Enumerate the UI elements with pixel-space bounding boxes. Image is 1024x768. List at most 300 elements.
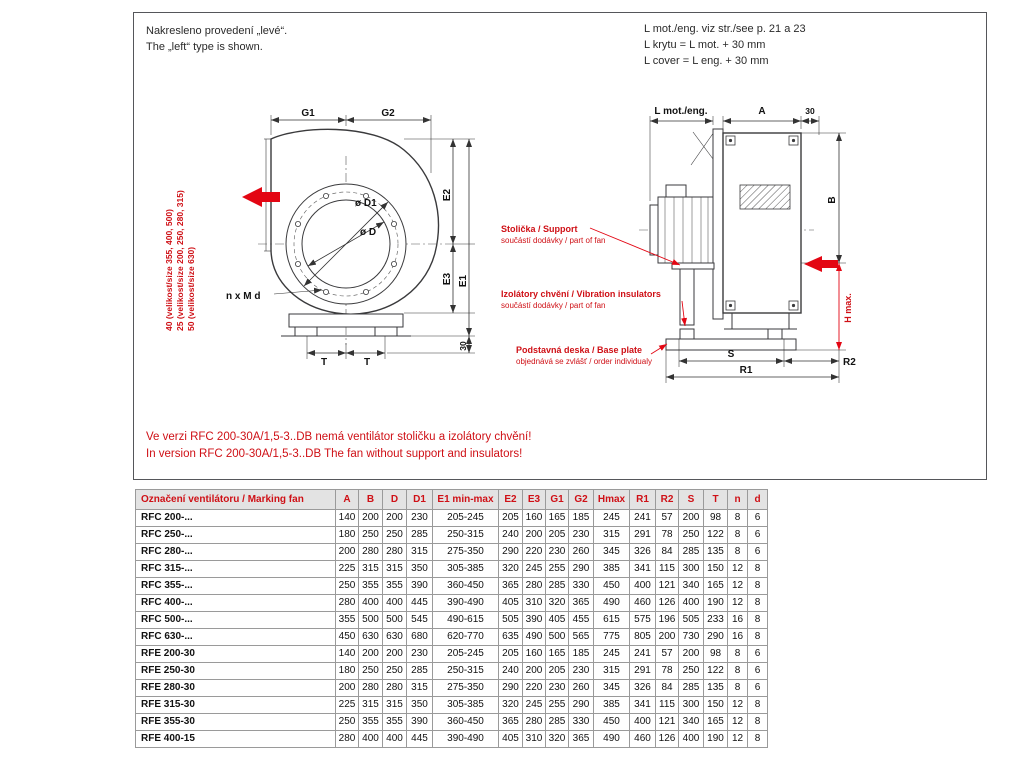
dimension-value-cell: 245 [594, 646, 630, 663]
dimension-value-cell: 620-770 [433, 629, 499, 646]
dimension-value-cell: 6 [748, 527, 768, 544]
dimension-value-cell: 115 [656, 697, 679, 714]
dimension-value-cell: 355 [336, 612, 359, 629]
table-header-cell: n [728, 490, 748, 510]
dimension-value-cell: 8 [748, 731, 768, 748]
type-note [146, 23, 287, 55]
dimension-value-cell: 230 [546, 544, 569, 561]
dimension-value-cell: 450 [594, 578, 630, 595]
dim-label-a: A [758, 106, 766, 117]
dimension-value-cell: 290 [569, 697, 594, 714]
dimension-value-cell: 341 [630, 697, 656, 714]
dimension-value-cell: 390 [523, 612, 546, 629]
dimension-value-cell: 165 [704, 578, 728, 595]
dimension-value-cell: 8 [748, 629, 768, 646]
dimension-value-cell: 200 [336, 680, 359, 697]
fan-marking-cell: RFC 280-... [136, 544, 336, 561]
dimension-value-cell: 345 [594, 544, 630, 561]
table-row [136, 595, 768, 612]
dimension-value-cell: 630 [359, 629, 383, 646]
dimension-value-cell: 230 [569, 663, 594, 680]
dimension-value-cell: 400 [359, 731, 383, 748]
dimension-value-cell: 285 [679, 544, 704, 561]
dimension-value-cell: 205-245 [433, 646, 499, 663]
fan-marking-cell: RFE 315-30 [136, 697, 336, 714]
table-row [136, 663, 768, 680]
dimension-value-cell: 500 [359, 612, 383, 629]
dimension-value-cell: 405 [499, 595, 523, 612]
table-header-cell: D1 [407, 490, 433, 510]
dimension-value-cell: 350 [407, 697, 433, 714]
dimension-value-cell: 8 [728, 663, 748, 680]
dimension-value-cell: 122 [704, 527, 728, 544]
dimension-value-cell: 330 [569, 578, 594, 595]
table-row [136, 697, 768, 714]
motor-mount-block [740, 185, 790, 209]
table-header-cell: D [383, 490, 407, 510]
dimension-value-cell: 630 [383, 629, 407, 646]
dimension-value-cell: 160 [523, 646, 546, 663]
dimension-value-cell: 250 [359, 527, 383, 544]
dimension-value-cell: 200 [359, 510, 383, 527]
dimension-value-cell: 315 [359, 561, 383, 578]
dimension-value-cell: 775 [594, 629, 630, 646]
dimension-value-cell: 205 [546, 663, 569, 680]
dimension-value-cell: 490 [523, 629, 546, 646]
dimension-value-cell: 250 [383, 527, 407, 544]
dim-label-r1: R1 [739, 365, 753, 376]
inlet-flange-plate [713, 129, 723, 319]
dim-label-30-side: 30 [805, 106, 815, 116]
dimension-value-cell: 290 [704, 629, 728, 646]
dim-label-g2: G2 [381, 108, 395, 119]
dimension-value-cell: 12 [728, 697, 748, 714]
dimension-value-cell: 285 [546, 578, 569, 595]
dimension-value-cell: 126 [656, 731, 679, 748]
dim-label-s: S [727, 349, 735, 360]
dimension-value-cell: 57 [656, 510, 679, 527]
dimension-value-cell: 300 [679, 561, 704, 578]
dimension-value-cell: 320 [546, 731, 569, 748]
dimension-value-cell: 280 [359, 544, 383, 561]
dimension-value-cell: 390 [407, 578, 433, 595]
dimension-value-cell: 230 [407, 646, 433, 663]
dimension-value-cell: 400 [383, 595, 407, 612]
dimension-value-cell: 78 [656, 663, 679, 680]
dimension-value-cell: 12 [728, 731, 748, 748]
callout-baseplate-title: Podstavná deska / Base plate [516, 345, 643, 355]
dimension-value-cell: 290 [499, 680, 523, 697]
dimension-value-cell: 16 [728, 612, 748, 629]
dimension-value-cell: 180 [336, 663, 359, 680]
dimension-value-cell: 291 [630, 663, 656, 680]
table-header-cell: R1 [630, 490, 656, 510]
dimension-value-cell: 340 [679, 714, 704, 731]
dimension-value-cell: 280 [523, 714, 546, 731]
right-foot [375, 327, 397, 336]
dimension-value-cell: 315 [407, 680, 433, 697]
callout-support-note: součástí dodávky / part of fan [501, 236, 606, 245]
dimension-value-cell: 400 [630, 714, 656, 731]
table-header-cell: G2 [569, 490, 594, 510]
dimension-value-cell: 341 [630, 561, 656, 578]
dimension-value-cell: 300 [679, 697, 704, 714]
dimension-value-cell: 98 [704, 646, 728, 663]
dimension-value-cell: 98 [704, 510, 728, 527]
dimension-value-cell: 390 [407, 714, 433, 731]
dim-label-e3: E3 [442, 272, 453, 286]
table-row [136, 629, 768, 646]
dimension-value-cell: 16 [728, 629, 748, 646]
callout-baseplate-note: objednává se zvlášť / order individualy [516, 357, 652, 366]
dimension-value-cell: 200 [383, 510, 407, 527]
dim-label-e1: E1 [458, 274, 469, 288]
dimension-value-cell: 390-490 [433, 731, 499, 748]
dimension-value-cell: 345 [594, 680, 630, 697]
dimension-value-cell: 205 [546, 527, 569, 544]
dimension-value-cell: 126 [656, 595, 679, 612]
dimension-value-cell: 200 [523, 527, 546, 544]
dimension-value-cell: 250 [383, 663, 407, 680]
dimension-value-cell: 565 [569, 629, 594, 646]
dimension-value-cell: 320 [546, 595, 569, 612]
dimension-value-cell: 280 [336, 731, 359, 748]
dimension-value-cell: 220 [523, 544, 546, 561]
dimension-value-cell: 365 [569, 731, 594, 748]
dimension-value-cell: 200 [383, 646, 407, 663]
vibration-insulator-right [768, 329, 782, 339]
fan-side-view [501, 106, 856, 383]
table-row [136, 714, 768, 731]
table-header-cell: Označení ventilátoru / Marking fan [136, 490, 336, 510]
dimension-value-cell: 315 [383, 697, 407, 714]
fan-marking-cell: RFE 280-30 [136, 680, 336, 697]
dimension-value-cell: 315 [383, 561, 407, 578]
dimension-value-cell: 350 [407, 561, 433, 578]
base-channel [289, 314, 403, 327]
callout-support-title: Stolička / Support [501, 224, 578, 234]
dimension-value-cell: 500 [383, 612, 407, 629]
dimension-value-cell: 135 [704, 544, 728, 561]
table-header-cell: E3 [523, 490, 546, 510]
dimension-value-cell: 285 [679, 680, 704, 697]
fan-front-view [164, 108, 475, 368]
dimension-value-cell: 196 [656, 612, 679, 629]
size-note-50: 50 (velikost/size 630) [186, 246, 196, 331]
table-header-cell: A [336, 490, 359, 510]
dimension-value-cell: 140 [336, 646, 359, 663]
fan-marking-cell: RFC 200-... [136, 510, 336, 527]
table-header-cell: B [359, 490, 383, 510]
version-warning-en: In version RFC 200-30A/1,5-3..DB The fan without support and insulators! [146, 448, 523, 460]
dimension-value-cell: 315 [594, 527, 630, 544]
fan-marking-cell: RFE 250-30 [136, 663, 336, 680]
dimension-value-cell: 250 [336, 578, 359, 595]
dimension-value-cell: 365 [569, 595, 594, 612]
dimension-value-cell: 8 [748, 578, 768, 595]
dimension-value-cell: 355 [359, 578, 383, 595]
table-row [136, 646, 768, 663]
dimension-value-cell: 6 [748, 680, 768, 697]
dimension-value-cell: 490-615 [433, 612, 499, 629]
length-note-cover-cs: L krytu = L mot. + 30 mm [644, 39, 766, 51]
dimension-value-cell: 635 [499, 629, 523, 646]
dim-label-t-left: T [320, 357, 328, 368]
fan-marking-cell: RFE 400-15 [136, 731, 336, 748]
dimension-value-cell: 305-385 [433, 561, 499, 578]
dimension-value-cell: 315 [407, 544, 433, 561]
dim-label-hmax: H max. [843, 293, 853, 323]
dimension-value-cell: 165 [704, 714, 728, 731]
dimension-value-cell: 230 [546, 680, 569, 697]
dim-label-bolt-pattern: n x M d [226, 291, 261, 302]
dimension-value-cell: 180 [336, 527, 359, 544]
dimension-value-cell: 290 [569, 561, 594, 578]
dimension-value-cell: 122 [704, 663, 728, 680]
dimension-value-cell: 121 [656, 578, 679, 595]
dim-label-b: B [827, 196, 838, 204]
size-note-40: 40 (velikost/size 355, 400, 500) [164, 209, 174, 331]
table-row [136, 527, 768, 544]
dimension-value-cell: 250 [336, 714, 359, 731]
dimension-value-cell: 84 [656, 680, 679, 697]
dimensions-table [135, 489, 768, 748]
dimension-value-cell: 160 [523, 510, 546, 527]
table-header-cell: E1 min-max [433, 490, 499, 510]
dimension-value-cell: 680 [407, 629, 433, 646]
dimension-value-cell: 165 [546, 510, 569, 527]
dimension-value-cell: 225 [336, 561, 359, 578]
dimension-value-cell: 8 [748, 697, 768, 714]
outlet-arrow-side-icon [804, 256, 838, 272]
dimension-value-cell: 310 [523, 731, 546, 748]
table-row [136, 612, 768, 629]
dimension-value-cell: 200 [656, 629, 679, 646]
dimension-value-cell: 250-315 [433, 663, 499, 680]
dimension-value-cell: 8 [728, 680, 748, 697]
dimension-value-cell: 315 [359, 697, 383, 714]
dimension-value-cell: 230 [407, 510, 433, 527]
dimension-value-cell: 280 [336, 595, 359, 612]
length-note [644, 21, 806, 69]
dimension-value-cell: 200 [679, 510, 704, 527]
dimension-value-cell: 140 [336, 510, 359, 527]
dimension-value-cell: 200 [336, 544, 359, 561]
dimension-value-cell: 12 [728, 578, 748, 595]
table-row [136, 561, 768, 578]
dimension-value-cell: 280 [523, 578, 546, 595]
dimension-value-cell: 220 [523, 680, 546, 697]
size-note-25: 25 (velikost/size 200, 250, 280, 315) [175, 190, 185, 331]
dimension-value-cell: 305-385 [433, 697, 499, 714]
fan-marking-cell: RFC 250-... [136, 527, 336, 544]
dimension-value-cell: 326 [630, 680, 656, 697]
dimension-value-cell: 275-350 [433, 544, 499, 561]
dimension-value-cell: 340 [679, 578, 704, 595]
dimension-value-cell: 84 [656, 544, 679, 561]
dimension-value-cell: 545 [407, 612, 433, 629]
dimension-value-cell: 150 [704, 561, 728, 578]
dim-label-d1: ø D1 [355, 198, 377, 209]
dimension-value-cell: 360-450 [433, 714, 499, 731]
callout-insulators-note: součástí dodávky / part of fan [501, 301, 606, 310]
dimension-value-cell: 233 [704, 612, 728, 629]
dimension-value-cell: 12 [728, 561, 748, 578]
dimension-value-cell: 445 [407, 731, 433, 748]
dimension-value-cell: 320 [499, 561, 523, 578]
dimension-value-cell: 355 [383, 714, 407, 731]
dimension-value-cell: 280 [383, 680, 407, 697]
dim-label-e2: E2 [442, 188, 453, 202]
dimension-value-cell: 450 [594, 714, 630, 731]
table-row [136, 680, 768, 697]
dimension-value-cell: 255 [546, 561, 569, 578]
dimension-value-cell: 360-450 [433, 578, 499, 595]
dimension-value-cell: 260 [569, 680, 594, 697]
dimension-value-cell: 115 [656, 561, 679, 578]
table-header-cell: d [748, 490, 768, 510]
length-note-ref: L mot./eng. viz str./see p. 21 a 23 [644, 23, 806, 35]
dimension-value-cell: 385 [594, 561, 630, 578]
dimension-value-cell: 8 [748, 595, 768, 612]
table-header-cell: R2 [656, 490, 679, 510]
dimension-value-cell: 250-315 [433, 527, 499, 544]
dim-label-t-right: T [363, 357, 371, 368]
dimension-value-cell: 8 [748, 561, 768, 578]
dimension-value-cell: 135 [704, 680, 728, 697]
type-note-cs: Nakresleno provedení „levé“. [146, 25, 288, 37]
dimension-value-cell: 8 [728, 527, 748, 544]
dimension-value-cell: 200 [523, 663, 546, 680]
dim-label-d: ø D [360, 227, 377, 238]
dimension-value-cell: 280 [359, 680, 383, 697]
dimension-value-cell: 165 [546, 646, 569, 663]
dimension-value-cell: 805 [630, 629, 656, 646]
dimension-value-cell: 455 [569, 612, 594, 629]
table-header-cell: S [679, 490, 704, 510]
fan-marking-cell: RFC 400-... [136, 595, 336, 612]
dimension-value-cell: 730 [679, 629, 704, 646]
version-warning [146, 429, 531, 463]
length-note-cover-en: L cover = L eng. + 30 mm [644, 55, 769, 67]
dimension-value-cell: 241 [630, 646, 656, 663]
callout-insulators-title: Izolátory chvění / Vibration insulators [501, 289, 661, 299]
dimension-value-cell: 400 [359, 595, 383, 612]
dimension-value-cell: 400 [383, 731, 407, 748]
dimension-value-cell: 185 [569, 510, 594, 527]
dimension-value-cell: 150 [704, 697, 728, 714]
dimension-value-cell: 400 [679, 731, 704, 748]
table-header-cell: T [704, 490, 728, 510]
left-foot [295, 327, 317, 336]
dim-label-30-front: 30 [458, 341, 468, 351]
dimension-value-cell: 400 [630, 578, 656, 595]
table-header-cell: G1 [546, 490, 569, 510]
dimension-value-cell: 260 [569, 544, 594, 561]
fan-marking-cell: RFC 500-... [136, 612, 336, 629]
version-warning-cs: Ve verzi RFC 200-30A/1,5-3..DB nemá ventilátor stoličku a izolátory chvění! [146, 431, 532, 443]
dim-label-lmot: L mot./eng. [654, 106, 708, 117]
dimension-value-cell: 355 [383, 578, 407, 595]
dimension-value-cell: 291 [630, 527, 656, 544]
dimension-value-cell: 285 [407, 663, 433, 680]
vibration-insulator-left [680, 329, 694, 339]
dimension-value-cell: 245 [523, 561, 546, 578]
dimension-value-cell: 445 [407, 595, 433, 612]
dimension-value-cell: 12 [728, 714, 748, 731]
dimension-value-cell: 385 [594, 697, 630, 714]
dimension-value-cell: 275-350 [433, 680, 499, 697]
table-header-cell: Hmax [594, 490, 630, 510]
dimension-value-cell: 225 [336, 697, 359, 714]
dimension-value-cell: 450 [336, 629, 359, 646]
dimension-value-cell: 330 [569, 714, 594, 731]
fan-marking-cell: RFC 315-... [136, 561, 336, 578]
dim-label-g1: G1 [301, 108, 315, 119]
fan-marking-cell: RFC 630-... [136, 629, 336, 646]
dimension-value-cell: 460 [630, 595, 656, 612]
dimension-value-cell: 6 [748, 510, 768, 527]
dimension-value-cell: 8 [728, 646, 748, 663]
fan-marking-cell: RFE 200-30 [136, 646, 336, 663]
dimension-value-cell: 400 [679, 595, 704, 612]
dimension-value-cell: 8 [748, 714, 768, 731]
dimension-value-cell: 355 [359, 714, 383, 731]
dimension-value-cell: 6 [748, 646, 768, 663]
fan-marking-cell: RFE 355-30 [136, 714, 336, 731]
dimension-value-cell: 310 [523, 595, 546, 612]
dimension-value-cell: 460 [630, 731, 656, 748]
dim-label-r2: R2 [843, 357, 856, 368]
dimension-value-cell: 315 [594, 663, 630, 680]
dimension-value-cell: 250 [679, 663, 704, 680]
dimension-value-cell: 405 [546, 612, 569, 629]
dimension-value-cell: 290 [499, 544, 523, 561]
dimension-value-cell: 500 [546, 629, 569, 646]
dimension-value-cell: 326 [630, 544, 656, 561]
table-row [136, 731, 768, 748]
dimension-value-cell: 190 [704, 595, 728, 612]
terminal-box [666, 185, 686, 197]
dimension-value-cell: 505 [499, 612, 523, 629]
dimension-value-cell: 205-245 [433, 510, 499, 527]
dimension-value-cell: 185 [569, 646, 594, 663]
table-row [136, 578, 768, 595]
dimension-value-cell: 285 [407, 527, 433, 544]
dimension-value-cell: 200 [359, 646, 383, 663]
table-header-cell: E2 [499, 490, 523, 510]
table-row [136, 510, 768, 527]
dimension-value-cell: 365 [499, 714, 523, 731]
dimension-value-cell: 205 [499, 646, 523, 663]
dimension-value-cell: 390-490 [433, 595, 499, 612]
dimension-value-cell: 365 [499, 578, 523, 595]
dimension-value-cell: 12 [728, 595, 748, 612]
motor-body [658, 197, 713, 263]
dimension-value-cell: 6 [748, 663, 768, 680]
support-column [680, 269, 694, 325]
casing-body [723, 133, 801, 313]
table-row [136, 544, 768, 561]
dimension-value-cell: 190 [704, 731, 728, 748]
type-note-en: The „left“ type is shown. [146, 41, 263, 53]
dimension-value-cell: 490 [594, 731, 630, 748]
dimension-value-cell: 245 [523, 697, 546, 714]
dimension-value-cell: 255 [546, 697, 569, 714]
dimension-value-cell: 8 [748, 612, 768, 629]
dimension-value-cell: 575 [630, 612, 656, 629]
dimension-value-cell: 240 [499, 527, 523, 544]
